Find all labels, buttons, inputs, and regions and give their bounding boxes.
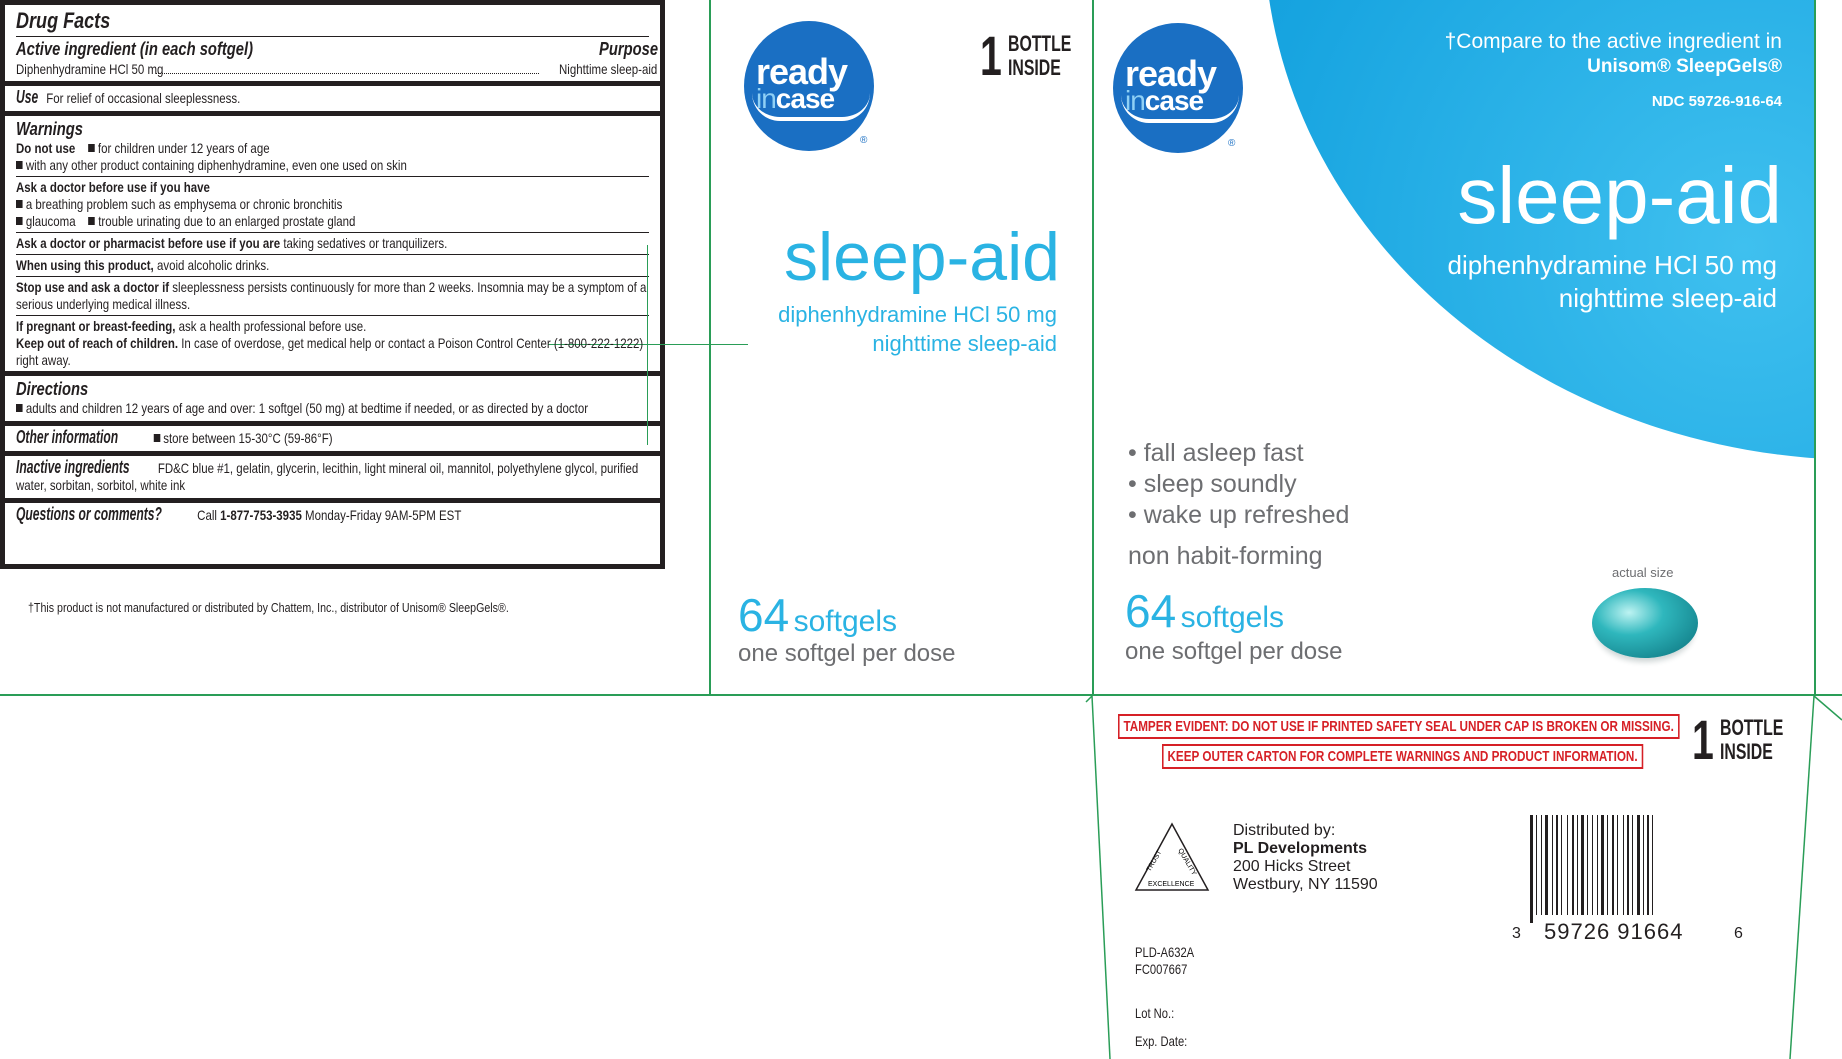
barcode-bar [1541, 815, 1542, 915]
questions-heading: Questions or comments? [16, 504, 162, 524]
barcode-bar [1530, 815, 1533, 923]
other-info-heading: Other information [16, 427, 119, 447]
brand-in: in [756, 83, 776, 114]
dose-side: one softgel per dose [738, 640, 956, 667]
purpose-side: nighttime sleep-aid [872, 331, 1057, 356]
barcode-bar [1637, 815, 1640, 915]
barcode-bar [1581, 815, 1584, 915]
when-using: When using this product, [16, 257, 154, 273]
directions-heading: Directions [16, 379, 89, 399]
benefit-1: fall asleep fast [1143, 439, 1304, 467]
distributor-block [1233, 822, 1378, 894]
barcode-bar [1536, 815, 1537, 915]
active-purpose: Nighttime sleep-aid [559, 61, 658, 77]
benefit-3: wake up refreshed [1143, 501, 1350, 529]
brand-case: case [1144, 85, 1204, 116]
barcode-bar [1597, 815, 1598, 915]
warnings-heading: Warnings [16, 119, 83, 139]
barcode-bar [1556, 815, 1558, 915]
pregnant: If pregnant or breast-feeding, [16, 318, 176, 334]
disclaimer: †This product is not manufactured or distributed by Chattem, Inc., distributor of Unisom® SleepGels®. [28, 600, 509, 615]
dose-front: one softgel per dose [1125, 638, 1343, 665]
questions-hours: Monday-Friday 9AM-5PM EST [305, 507, 462, 523]
pregnant-text: ask a health professional before use. [178, 318, 367, 334]
bottle-word2: INSIDE [1008, 55, 1061, 80]
seal-trust: TRUST [1145, 849, 1164, 873]
barcode-bar [1592, 815, 1593, 915]
keep-out-text: In case of overdose, get medical help or contact a Poison Control Center (1-800-222-1222) [181, 335, 644, 351]
dist-name: PL Developments [1233, 840, 1367, 857]
benefit-2: sleep soundly [1143, 470, 1297, 498]
barcode-digits: 59726 91664 [1544, 919, 1684, 944]
inactive-text-2: water, sorbitan, sorbitol, white ink [16, 477, 186, 493]
use-heading: Use [16, 87, 39, 107]
product-name-front: sleep-aid [1457, 151, 1782, 240]
ask-doctor-3: trouble urinating due to an enlarged prostate gland [98, 213, 356, 229]
barcode-bar [1545, 815, 1548, 915]
inactive-text: FD&C blue #1, gelatin, glycerin, lecithin, light mineral oil, mannitol, polyethylene glycol, purified [157, 460, 639, 476]
barcode-bar [1572, 815, 1574, 915]
brand-line1: ready [1125, 53, 1217, 94]
bottle-count: 1 [1692, 708, 1714, 771]
ask-doctor-1: a breathing problem such as emphysema or chronic bronchitis [25, 196, 343, 212]
purpose-header: Purpose [598, 39, 659, 59]
brand-reg: ® [860, 135, 868, 146]
active-ingredient: Diphenhydramine HCl 50 mg [16, 61, 164, 77]
compare-line1: †Compare to the active ingredient in [1444, 30, 1782, 53]
use-text: For relief of occasional sleeplessness. [46, 90, 241, 106]
purpose-front: nighttime sleep-aid [1558, 283, 1777, 313]
trust-seal-icon [1132, 820, 1212, 894]
code-1: PLD-A632A [1135, 944, 1195, 960]
dist-street: 200 Hicks Street [1233, 858, 1351, 875]
brand-logo-front [1113, 23, 1243, 153]
questions-call: Call [197, 507, 217, 523]
swoosh-icon [1121, 95, 1239, 123]
barcode-bar [1607, 815, 1608, 915]
lot-label: Lot No.: [1135, 1005, 1175, 1021]
directions-text: adults and children 12 years of age and over: 1 softgel (50 mg) at bedtime if needed, or as directed by a doctor [25, 400, 589, 416]
barcode-bar [1601, 815, 1604, 915]
codes [1135, 944, 1194, 978]
ask-pharmacist-text: taking sedatives or tranquilizers. [283, 235, 448, 251]
count-num-side: 64 [738, 589, 790, 641]
brand-line1: ready [756, 51, 848, 92]
do-not-use-1: for children under 12 years of age [97, 140, 270, 156]
brand-reg: ® [1228, 138, 1236, 149]
product-name-side: sleep-aid [784, 219, 1060, 295]
keep-out: Keep out of reach of children. [16, 335, 179, 351]
inactive-heading: Inactive ingredients [16, 457, 130, 477]
leader-dots [156, 73, 539, 74]
non-habit: non habit-forming [1128, 542, 1323, 570]
drug-facts-title: Drug Facts [16, 8, 111, 33]
compare-line2: Unisom® SleepGels® [1587, 56, 1782, 77]
actual-size-label: actual size [1612, 565, 1674, 580]
brand-in: in [1125, 85, 1145, 116]
when-using-text: avoid alcoholic drinks. [156, 257, 270, 273]
ingredient-side: diphenhydramine HCl 50 mg [778, 302, 1057, 327]
softgel-icon [1592, 588, 1698, 658]
barcode-bar [1643, 815, 1644, 915]
do-not-use: Do not use [16, 140, 76, 156]
code-2: FC007667 [1135, 961, 1188, 977]
barcode-bar [1577, 815, 1578, 915]
barcode-bar [1627, 815, 1629, 915]
barcode-bar [1623, 815, 1624, 915]
barcode [1512, 815, 1743, 944]
count-num-front: 64 [1125, 585, 1177, 637]
keep-out-text-2: right away. [16, 352, 71, 368]
brand-logo-side [744, 21, 874, 151]
count-unit-side: softgels [793, 605, 898, 638]
benefits-list: • fall asleep fast • sleep soundly • wake up refreshed [1128, 439, 1350, 529]
barcode-bar [1561, 815, 1562, 915]
do-not-use-2: with any other product containing diphenhydramine, even one used on skin [25, 157, 407, 173]
barcode-left-digit: 3 [1512, 925, 1521, 942]
ndc: NDC 59726-916-64 [1651, 93, 1782, 110]
barcode-bar [1587, 815, 1588, 915]
stop-use-text-2: serious underlying medical illness. [16, 296, 191, 312]
keep-carton-warning: KEEP OUTER CARTON FOR COMPLETE WARNINGS AND PRODUCT INFORMATION. [1162, 744, 1643, 769]
barcode-bar [1567, 815, 1568, 915]
barcode-bar [1647, 815, 1649, 915]
dist-label: Distributed by: [1233, 822, 1336, 839]
barcode-bar [1552, 815, 1553, 915]
swoosh-icon [752, 93, 870, 121]
ask-doctor: Ask a doctor before use if you have [16, 179, 210, 195]
barcode-bar [1632, 815, 1633, 915]
stop-use: Stop use and ask a doctor if [16, 279, 170, 295]
tamper-warning: TAMPER EVIDENT: DO NOT USE IF PRINTED SAFETY SEAL UNDER CAP IS BROKEN OR MISSING. [1118, 714, 1679, 739]
dist-city: Westbury, NY 11590 [1233, 876, 1378, 893]
exp-label: Exp. Date: [1135, 1033, 1188, 1049]
seal-excellence: EXCELLENCE [1148, 881, 1195, 888]
bottle-count: 1 [980, 24, 1002, 87]
barcode-bar [1652, 815, 1653, 915]
active-ingredient-header: Active ingredient (in each softgel) [16, 39, 254, 59]
barcode-right-digit: 6 [1734, 925, 1743, 942]
seal-quality: QUALITY [1176, 847, 1198, 877]
barcode-bar [1617, 815, 1618, 915]
stop-use-text: sleeplessness persists continuously for more than 2 weeks. Insomnia may be a symptom of a [172, 279, 647, 295]
bottle-word2: INSIDE [1720, 739, 1773, 764]
bottle-word1: BOTTLE [1720, 715, 1784, 740]
other-info-text: store between 15-30°C (59-86°F) [163, 430, 333, 446]
count-unit-front: softgels [1180, 601, 1285, 634]
barcode-bars [1530, 815, 1730, 915]
ask-doctor-2: glaucoma [25, 213, 76, 229]
bottle-word1: BOTTLE [1008, 31, 1072, 56]
ingredient-front: diphenhydramine HCl 50 mg [1447, 250, 1777, 280]
ask-pharmacist: Ask a doctor or pharmacist before use if you are [16, 235, 281, 251]
brand-case: case [775, 83, 835, 114]
barcode-bar [1612, 815, 1614, 915]
questions-phone: 1-877-753-3935 [220, 507, 302, 523]
